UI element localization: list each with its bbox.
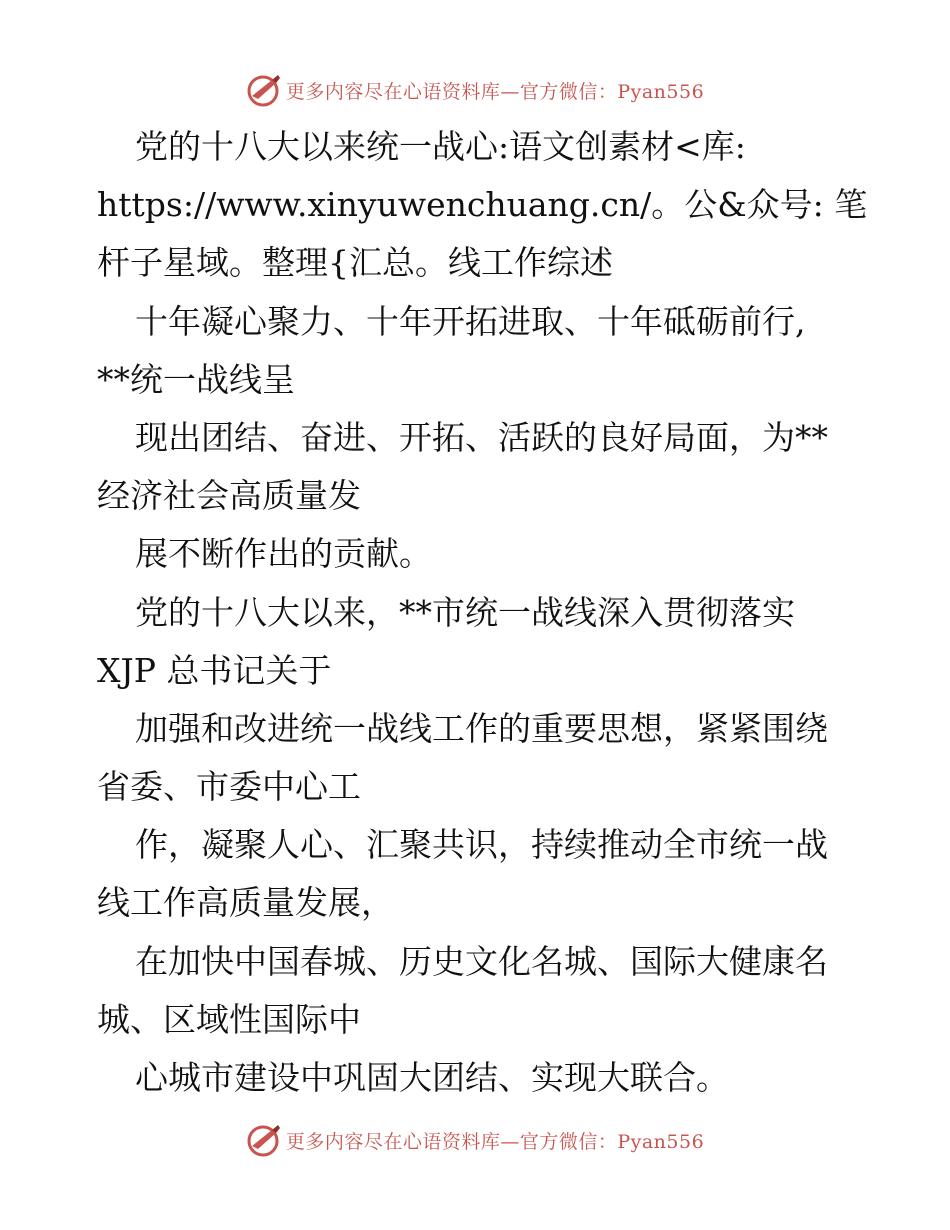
brand-logo-icon bbox=[246, 72, 282, 108]
footer-banner bbox=[0, 1120, 950, 1160]
text-line: 省委、市委中心工 bbox=[97, 767, 361, 807]
text-line: 在加快中国春城、历史文化名城、国际大健康名 bbox=[135, 941, 828, 981]
brand-logo-icon bbox=[246, 1122, 282, 1158]
text-line: 加强和改进统一战线工作的重要思想，紧紧围绕 bbox=[135, 708, 828, 748]
text-line: 线工作高质量发展， bbox=[97, 883, 394, 923]
body-text bbox=[97, 118, 867, 1107]
text-line: XJP 总书记关于 bbox=[97, 650, 332, 690]
text-line: **统一战线呈 bbox=[97, 359, 295, 399]
text-line: 现出团结、奋进、开拓、活跃的良好局面，为** bbox=[135, 417, 828, 457]
text-line: 作，凝聚人心、汇聚共识，持续推动全市统一战 bbox=[135, 825, 828, 865]
text-line: 心城市建设中巩固大团结、实现大联合。 bbox=[135, 1058, 729, 1097]
text-line: 展不断作出的贡献。 bbox=[135, 534, 432, 574]
text-line: https://www.xinyuwenchuang.cn/。公&众号: 笔 bbox=[97, 185, 867, 225]
text-line: 党的十八大以来，**市统一战线深入贯彻落实 bbox=[135, 592, 795, 632]
footer-banner-text: 更多内容尽在心语资料库—官方微信：Pyan556 bbox=[285, 1130, 705, 1153]
text-line: 城、区域性国际中 bbox=[97, 999, 361, 1039]
header-banner bbox=[0, 70, 950, 110]
text-line: 杆子星域。整理{汇总。线工作综述 bbox=[97, 243, 613, 283]
text-line: 经济社会高质量发 bbox=[97, 476, 361, 516]
header-banner-text: 更多内容尽在心语资料库—官方微信：Pyan556 bbox=[285, 80, 705, 103]
text-line: 党的十八大以来统一战心:语文创素材<库: bbox=[135, 127, 746, 166]
text-line: 十年凝心聚力、十年开拓进取、十年砥砺前行, bbox=[135, 301, 806, 341]
